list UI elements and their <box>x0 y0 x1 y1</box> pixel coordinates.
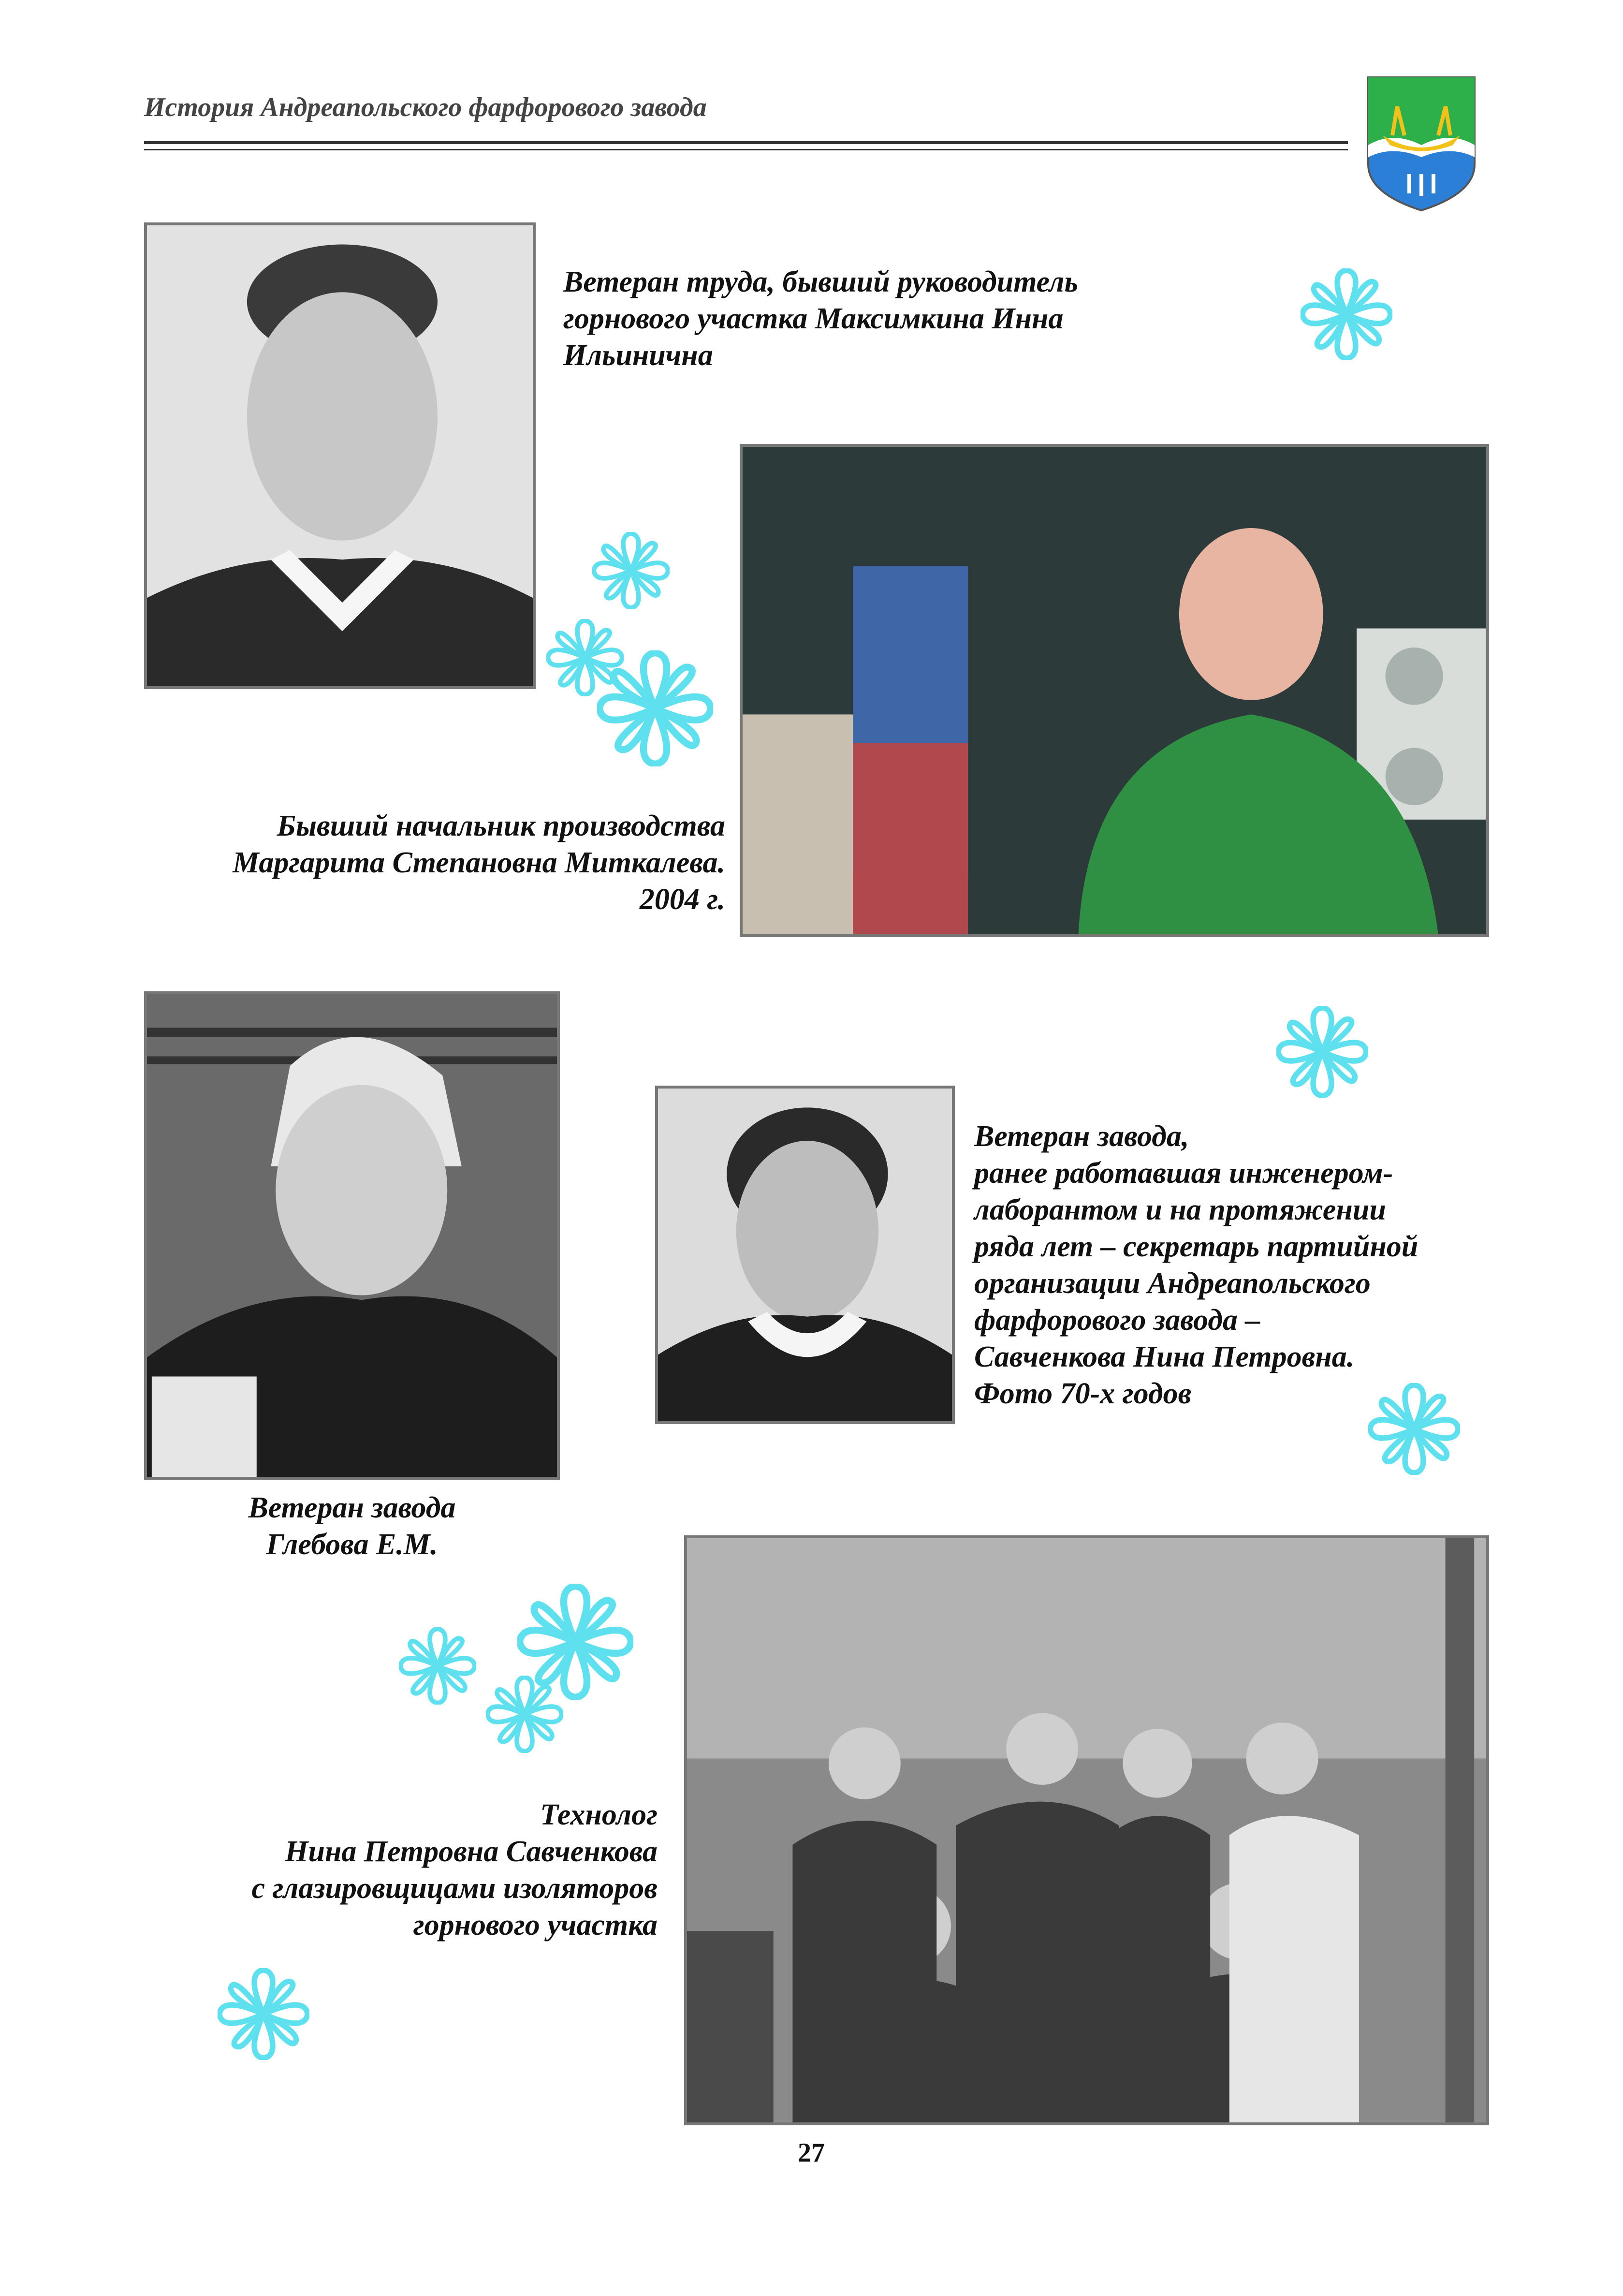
flower-ornament-icon <box>218 1968 309 2060</box>
caption-line: ранее работавшая инженером- <box>974 1157 1393 1190</box>
page-number: 27 <box>798 2138 825 2168</box>
caption-line: Ветеран завода, <box>974 1120 1189 1153</box>
caption-line: горнового участка <box>413 1909 658 1942</box>
caption-line: организации Андреапольского <box>974 1267 1371 1300</box>
caption-line: Глебова Е.М. <box>266 1528 438 1561</box>
caption-line: с глазировщицами изоляторов <box>251 1872 658 1905</box>
coat-of-arms-emblem <box>1363 73 1479 213</box>
caption-savchenkova <box>974 1118 1418 1412</box>
header-rule-bottom <box>144 149 1348 150</box>
flower-ornament-icon <box>1301 268 1392 360</box>
caption-line: фарфорового завода – <box>974 1304 1260 1337</box>
caption-glebova <box>144 1489 560 1563</box>
caption-line: Фото 70-х годов <box>974 1377 1192 1410</box>
caption-line: Нина Петровна Савченкова <box>285 1835 658 1868</box>
flower-ornament-icon <box>592 532 670 609</box>
photo-maksimkina-portrait <box>144 222 536 689</box>
header-rule-top <box>144 141 1348 144</box>
caption-line: ряда лет – секретарь партийной <box>974 1230 1418 1263</box>
flower-ornament-icon <box>597 650 713 766</box>
caption-line: Бывший начальник производства <box>277 809 725 842</box>
running-title: История Андреапольского фарфорового завода <box>144 92 707 122</box>
caption-maksimkina <box>563 264 1078 374</box>
caption-line: 2004 г. <box>639 883 725 916</box>
caption-mitkaleva <box>160 808 725 918</box>
flower-ornament-icon <box>1368 1383 1460 1475</box>
caption-line: горнового участка Максимкина Инна <box>563 302 1064 335</box>
photo-glebova <box>144 991 560 1480</box>
flower-ornament-icon <box>399 1627 476 1705</box>
photo-group-glaziers <box>684 1535 1489 2125</box>
caption-line: Ильинична <box>563 339 713 372</box>
caption-line: Ветеран завода <box>248 1491 456 1524</box>
caption-line: Савченкова Нина Петровна. <box>974 1340 1355 1373</box>
caption-technologist <box>145 1796 658 1943</box>
caption-line: Маргарита Степановна Миткалева. <box>233 846 725 879</box>
flower-ornament-icon <box>1276 1006 1368 1098</box>
caption-line: лаборантом и на протяжении <box>974 1193 1386 1226</box>
photo-savchenkova-portrait <box>655 1086 955 1424</box>
caption-line: Ветеран труда, бывший руководитель <box>563 265 1078 298</box>
caption-line: Технолог <box>540 1798 658 1831</box>
photo-mitkaleva-workshop <box>740 444 1489 937</box>
flower-ornament-icon <box>486 1676 563 1753</box>
